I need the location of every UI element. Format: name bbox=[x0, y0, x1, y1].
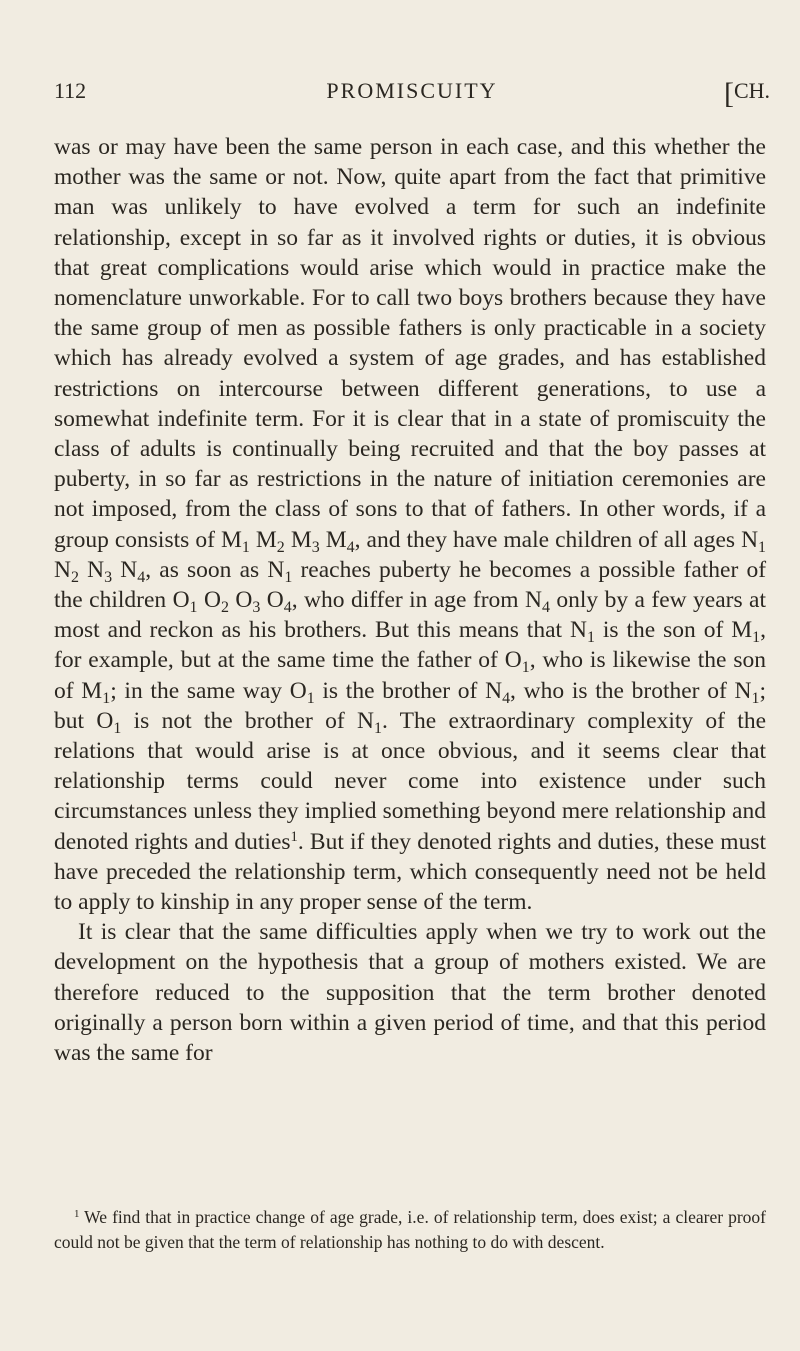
paragraph-2: It is clear that the same difficulties apply when we try to work out the development on the hypothesis that a group of mothers existed. We are therefore reduced to the supposition that the term brother denoted originally a person born within a given period of time, and that this period was the same for bbox=[54, 919, 766, 1067]
footnote-text: We find that in practice change of age grade, i.e. of relationship term, does exist; a clearer proof could not be given that the term of relationship has nothing to do with descent. bbox=[54, 1207, 766, 1252]
footnote bbox=[54, 1205, 766, 1255]
paragraph-1: was or may have been the same person in each case, and this whether the mother was the same or not. Now, quite apart from the fact that primitive man was unlikely to have evolved a term for such an indefinite relationship, except in so far as it involved rights or duties, it is obvious that great complications would arise which would in practice make the nomenclature unworkable. For to call two boys brothers because they have the same group of men as possible fathers is only practicable in a society which has already evolved a system of age grades, and has established restrictions on intercourse between different generations, to use a somewhat indefinite term. For it is clear that in a state of promiscuity the class of adults is continually being recruited and that the boy passes at puberty, in so far as restrictions in the nature of initiation ceremonies are not imposed, from the class of sons to that of fathers. In other words, if a group consists of $M_1$ $M_2$ $M_3$ $M_4$, and they have male children of all ages $N_1$ $N_2$ $N_3$ $N_4$, as soon as $N_1$ reaches puberty he becomes a possible father of the children $O_1$ $O_2$ $O_3$ $O_4$, who differ in age from $N_4$ only by a few years at most and reckon as his brothers. But this means that $N_1$ is the son of $M_1$, for example, but at the same time the father of $O_1$, who is likewise the son of $M_1$; in the same way $O_1$ is the brother of $N_4$, who is the brother of $N_1$; but $O_1$ is not the brother of $N_1$. The extraordinary complexity of the relations that would arise is at once obvious, and it seems clear that relationship terms could never come into existence under such circumstances unless they implied something beyond mere relationship and denoted rights and duties$^1$. But if they denoted rights and duties, these must have preceded the relationship term, which consequently need not be held to apply to kinship in any proper sense of the term. bbox=[54, 134, 767, 916]
chapter-abbreviation bbox=[723, 77, 770, 110]
page-number: 112 bbox=[54, 78, 87, 103]
chapter-label: CH. bbox=[733, 78, 770, 103]
footnote-reference: 1 bbox=[290, 828, 298, 845]
body-text bbox=[54, 132, 766, 1068]
footnote-marker: 1 bbox=[74, 1208, 80, 1221]
running-title: PROMISCUITY bbox=[326, 78, 498, 103]
chapter-bracket: [ bbox=[723, 77, 734, 110]
running-header bbox=[54, 78, 770, 108]
